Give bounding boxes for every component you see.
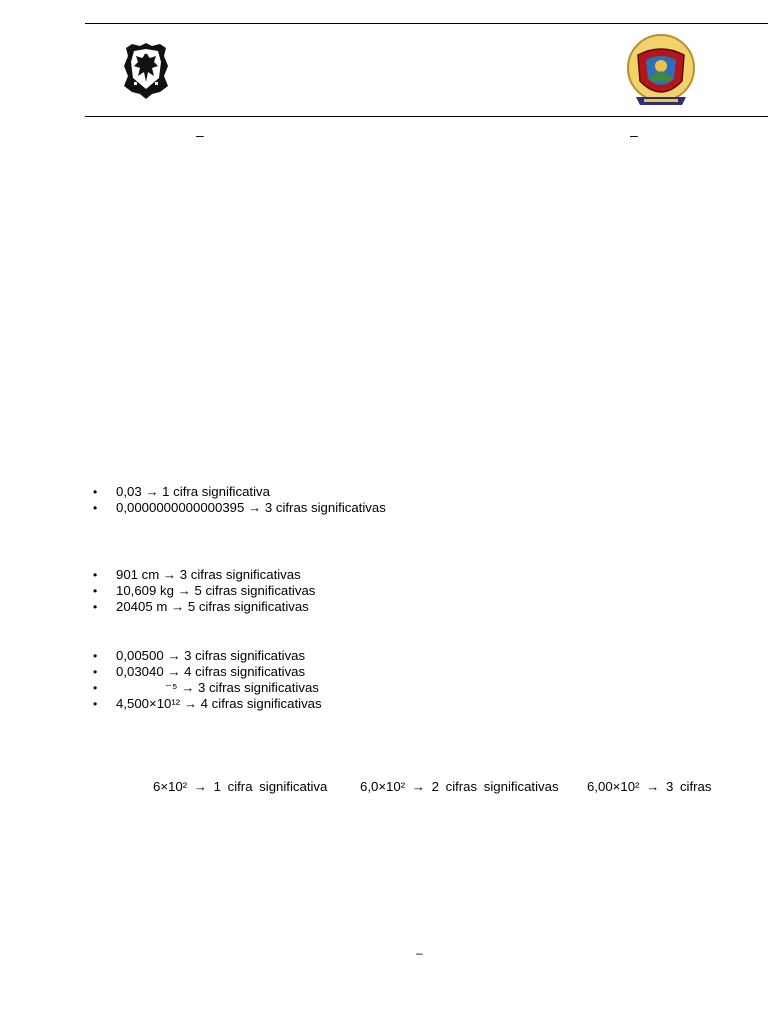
example-two-sig-figs: 6,0×10² → 2 cifras significativas: [360, 779, 559, 794]
list-item: • 20405 m → 5 cifras significativas: [93, 599, 315, 615]
header-bottom-rule: [85, 116, 768, 117]
header-top-rule: [85, 23, 768, 24]
footer-dash: –: [416, 946, 423, 960]
school-crest-icon: [624, 33, 698, 111]
list-item: • 0,03040 → 4 cifras significativas: [93, 664, 322, 680]
example-one-sig-fig: 6×10² → 1 cifra significativa: [153, 779, 328, 794]
zeros-right-list: [93, 648, 322, 712]
list-item: • 10,609 kg → 5 cifras significativas: [93, 583, 315, 599]
header-right-dash: –: [630, 127, 638, 143]
list-item: • 4,500×10¹² → 4 cifras significativas: [93, 696, 322, 712]
zeros-between-list: [93, 567, 315, 615]
list-item: • 0,03 → 1 cifra significativa: [93, 484, 386, 500]
list-item: • ⁻⁵ → 3 cifras significativas: [93, 680, 322, 696]
example-three-sig-figs: 6,00×10² → 3 cifras: [587, 779, 712, 794]
list-item: • 0,0000000000000395 → 3 cifras significativas: [93, 500, 386, 516]
zeros-left-list: [93, 484, 386, 516]
coat-of-arms-icon: [122, 42, 170, 100]
list-item: • 0,00500 → 3 cifras significativas: [93, 648, 322, 664]
header-left-dash: –: [196, 127, 204, 143]
list-item: • 901 cm → 3 cifras significativas: [93, 567, 315, 583]
